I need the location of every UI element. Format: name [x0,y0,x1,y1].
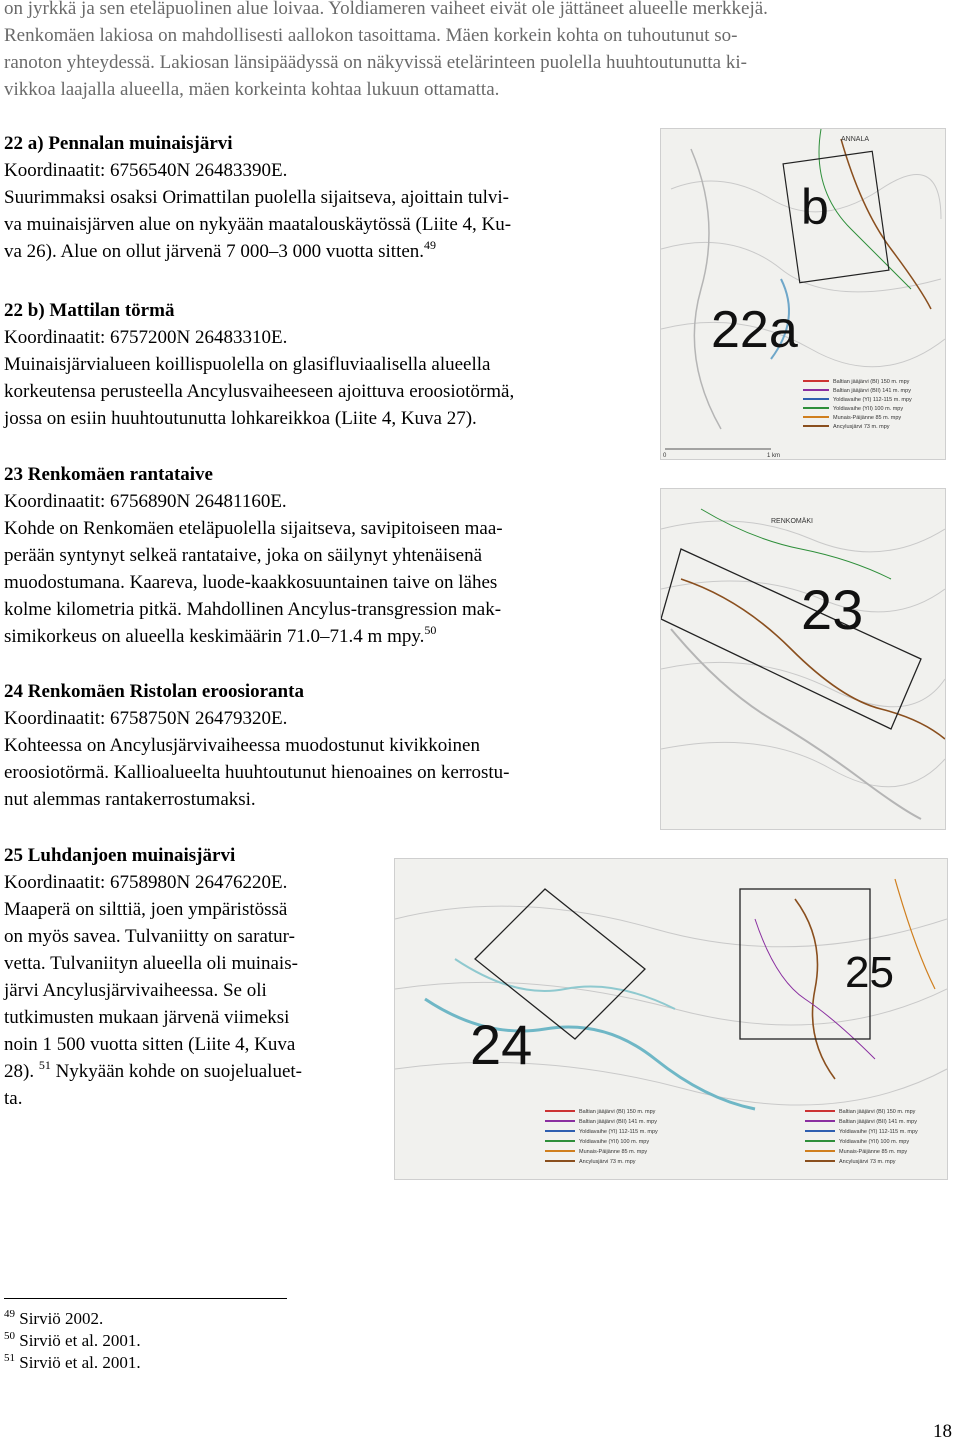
map-label-22a: 22a [711,301,798,359]
map-place-label: RENKOMÄKI [771,518,814,525]
legend-label: Yoldiavaihe (YI) 112-115 m. mpy [833,397,912,403]
map-22-graphic [661,129,945,459]
section-text-line-last: va 26). Alue on ollut järvenä 7 000–3 000 vuotta sitten.$^{49}$ [4,238,437,262]
intro-line: ranoton yhteydessä. Lakiosan länsipäädyssä on näkyvissä etelärinteen puolella huuhtoutunutta ki- [4,52,747,73]
footnote: $^{49}$ Sirviö 2002. [4,1308,104,1328]
map-label-25: 25 [845,948,894,997]
section-24 [4,678,510,813]
legend-label: Munais-Päijänne 85 m. mpy [579,1149,648,1155]
footnote-ref[interactable]: 50 [424,623,437,637]
section-text-line: 28). $^{51}$ Nykyään kohde on suojelualuet- [4,1058,302,1082]
section-text-line: Suurimmaksi osaksi Orimattilan puolella sijaitseva, ajoittain tulvi- [4,187,510,208]
section-text-line: perään syntynyt selkeä rantataive, joka on säilynyt yhtenäisenä [4,545,483,566]
legend-label: Baltian jääjärvi (BI) 150 m. mpy [833,379,910,385]
section-text-line: tutkimusten mukaan järvenä viimeksi [4,1007,290,1028]
section-text-line: muodostumana. Kaareva, luode-kaakkosuuntainen taive on lähes [4,572,498,593]
section-text-line-last: ta. [4,1088,23,1109]
legend-label: Ancylusjärvi 73 m. mpy [579,1159,636,1165]
footnote-divider [4,1298,287,1299]
section-text-line: Kohteessa on Ancylusjärvivaiheessa muodostunut kivikkoinen [4,735,480,756]
section-text-line: nut alemmas rantakerrostumaksi. [4,789,256,810]
section-heading: 24 Renkomäen Ristolan eroosioranta [4,681,304,702]
footnote: $^{51}$ Sirviö et al. 2001. [4,1352,141,1372]
section-coordinates: Koordinaatit: 6758980N 26476220E. [4,872,288,893]
section-text-line: Muinaisjärvialueen koillispuolella on glasifluviaalisella alueella [4,354,491,375]
section-text-line: korkeutensa perusteella Ancylusvaiheeseen ajoittuva eroosiotörmä, [4,381,515,402]
scale-start: 0 [663,453,667,459]
map-label-b: b [801,179,829,235]
map-figure-22 [660,128,946,460]
legend-label: Yoldiavaihe (YII) 100 m. mpy [579,1139,650,1145]
legend-label: Ancylusjärvi 73 m. mpy [839,1159,896,1165]
section-22b [4,297,514,432]
legend-label: Yoldiavaihe (YI) 112-115 m. mpy [839,1129,918,1135]
footnote: $^{50}$ Sirviö et al. 2001. [4,1330,141,1350]
scale-end: 1 km [767,453,781,459]
section-text-line: vetta. Tulvaniityn alueella oli muinais- [4,953,298,974]
legend-label: Yoldiavaihe (YII) 100 m. mpy [833,406,904,412]
section-text-line: kolme kilometria pitkä. Mahdollinen Ancylus-transgression mak- [4,599,502,620]
section-heading: 22 b) Mattilan törmä [4,300,175,321]
legend-label: Yoldiavaihe (YII) 100 m. mpy [839,1139,910,1145]
section-text-line: va muinaisjärven alue on nykyään maatalouskäytössä (Liite 4, Ku- [4,214,512,235]
map-label-23: 23 [801,578,864,641]
section-coordinates: Koordinaatit: 6758750N 26479320E. [4,708,288,729]
intro-line: on jyrkkä ja sen eteläpuolinen alue loivaa. Yoldiameren vaiheet eivät ole jättäneet alueelle merkkejä. [4,0,768,19]
map-24-25-graphic [395,859,947,1179]
intro-line: Renkomäen lakiosa on mahdollisesti aallokon tasoittama. Mäen korkein kohta on tuhoutunut so- [4,25,738,46]
section-text-line: järvi Ancylusjärvivaiheessa. Se oli [4,980,267,1001]
section-coordinates: Koordinaatit: 6756890N 26481160E. [4,491,287,512]
section-text-line-last: simikorkeus on alueella keskimäärin 71.0–71.4 m mpy.$^{50}$ [4,623,437,647]
section-text-line: Maaperä on silttiä, joen ympäristössä [4,899,288,920]
legend-label: Baltian jääjärvi (BII) 141 m. mpy [833,388,911,394]
map-23-graphic [661,489,945,829]
legend-label: Baltian jääjärvi (BI) 150 m. mpy [579,1109,656,1115]
legend-label: Baltian jääjärvi (BII) 141 m. mpy [579,1119,657,1125]
legend-label: Yoldiavaihe (YI) 112-115 m. mpy [579,1129,658,1135]
map-label-24: 24 [470,1013,533,1076]
section-22a [4,130,511,265]
section-text-line: on myös savea. Tulvaniitty on saratur- [4,926,295,947]
intro-line: vikkoa laajalla alueella, mäen korkeinta kohtaa lukuun ottamatta. [4,79,500,100]
section-25 [4,842,302,1112]
footnote-ref[interactable]: 51 [38,1058,51,1072]
legend-label: Baltian jääjärvi (BII) 141 m. mpy [839,1119,917,1125]
page-number: 18 [933,1421,952,1442]
section-heading: 25 Luhdanjoen muinaisjärvi [4,845,236,866]
legend-label: Ancylusjärvi 73 m. mpy [833,424,890,430]
footnote-ref[interactable]: 49 [424,238,437,252]
section-text-line: noin 1 500 vuotta sitten (Liite 4, Kuva [4,1034,296,1055]
section-heading: 22 a) Pennalan muinaisjärvi [4,133,233,154]
section-23 [4,461,503,650]
legend-label: Munais-Päijänne 85 m. mpy [833,415,902,421]
map-figure-23 [660,488,946,830]
section-text-line: jossa on esiin huuhtoutunutta lohkareikkoa (Liite 4, Kuva 27). [4,408,477,429]
section-text-line: Kohde on Renkomäen eteläpuolella sijaitseva, savipitoiseen maa- [4,518,503,539]
map-figure-24-25 [394,858,948,1180]
section-coordinates: Koordinaatit: 6757200N 26483310E. [4,327,288,348]
section-coordinates: Koordinaatit: 6756540N 26483390E. [4,160,288,181]
section-text-line: eroosiotörmä. Kallioalueelta huuhtoutunut hienoaines on kerrostu- [4,762,510,783]
section-heading: 23 Renkomäen rantataive [4,464,213,485]
legend-label: Baltian jääjärvi (BI) 150 m. mpy [839,1109,916,1115]
legend-label: Munais-Päijänne 85 m. mpy [839,1149,908,1155]
map-place-label: ANNALA [841,136,870,143]
intro-paragraph [4,0,768,103]
